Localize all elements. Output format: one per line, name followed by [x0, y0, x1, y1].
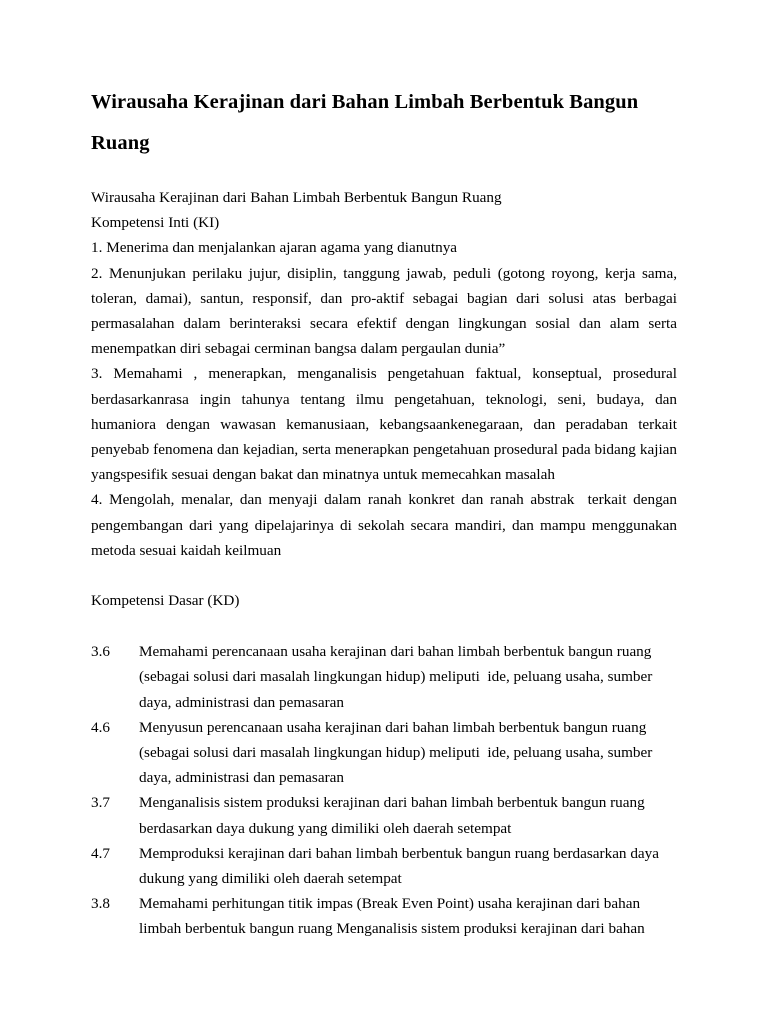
subtitle-line: Wirausaha Kerajinan dari Bahan Limbah Berbentuk Bangun Ruang: [91, 189, 502, 206]
page-title: Wirausaha Kerajinan dari Bahan Limbah Berbentuk Bangun Ruang: [91, 91, 639, 154]
kd-code: 3.8: [91, 895, 110, 913]
kd-item-4-7: [91, 841, 677, 891]
kd-text: Menganalisis sistem produksi kerajinan dari bahan limbah berbentuk bangun ruang berdasarkan daya dukung yang dimiliki oleh daerah setempat: [139, 794, 649, 837]
kd-text: Memproduksi kerajinan dari bahan limbah berbentuk bangun ruang berdasarkan daya dukung yang dimiliki oleh daerah setempat: [139, 844, 663, 888]
kd-list: [91, 613, 677, 941]
kd-item-3-6: [91, 639, 677, 715]
ki-item-3: 3. Memahami , menerapkan, menganalisis pengetahuan faktual, konseptual, prosedural berdasarkanrasa ingin tahunya tentang ilmu pengetahuan, teknologi, seni, budaya, dan humaniora dengan wawasan kemanusiaan, kebangsaankenegaraan, dan peradaban terkait penyebab fenomena dan kejadian, serta menerapkan pengetahuan prosedural pada bidang kajian yangspesifik sesuai dengan bakat dan minatnya untuk memecahkan masalah: [91, 365, 681, 484]
intro-block: [91, 164, 681, 563]
ki-item-1: 1. Menerima dan menjalankan ajaran agama yang dianutnya: [91, 239, 458, 257]
kd-code: 4.7: [91, 844, 110, 862]
kd-code: 4.6: [91, 718, 110, 736]
kd-item-4-6: [91, 715, 677, 791]
kd-code: 3.7: [91, 794, 110, 812]
ki-item-2: 2. Menunjukan perilaku jujur, disiplin, tanggung jawab, peduli (gotong royong, kerja sama, toleran, damai), santun, responsif, dan pro-aktif sebagai bagian dari solusi atas berbagai permasalahan dalam berinteraksi secara efektif dengan lingkungan sosial dan alam serta menempatkan diri sebagai cerminan bangsa dalam pergaulan dunia”: [91, 264, 681, 358]
kd-text: Menyusun perencanaan usaha kerajinan dari bahan limbah berbentuk bangun ruang (sebagai solusi dari masalah lingkungan hidup) meliputi ide, peluang usaha, sumber daya, administrasi dan pemasaran: [139, 718, 657, 787]
kd-item-3-7: [91, 790, 677, 840]
kd-item-3-8: [91, 891, 677, 941]
kd-heading: Kompetensi Dasar (KD): [91, 592, 240, 610]
document-content: [91, 0, 681, 942]
ki-heading: Kompetensi Inti (KI): [91, 214, 220, 232]
ki-item-4: 4. Mengolah, menalar, dan menyaji dalam ranah konkret dan ranah abstrak terkait dengan pengembangan dari yang dipelajarinya di sekolah secara mandiri, dan mampu menggunakan metoda sesuai kaidah keilmuan: [91, 491, 681, 559]
kd-text: Memahami perhitungan titik impas (Break Even Point) usaha kerajinan dari bahan limbah berbentuk bangun ruang Menganalisis sistem produksi kerajinan dari bahan: [139, 895, 645, 938]
kd-code: 3.6: [91, 643, 110, 661]
kd-text: Memahami perencanaan usaha kerajinan dari bahan limbah berbentuk bangun ruang (sebagai solusi dari masalah lingkungan hidup) meliputi ide, peluang usaha, sumber daya, administrasi dan pemasaran: [139, 643, 657, 711]
